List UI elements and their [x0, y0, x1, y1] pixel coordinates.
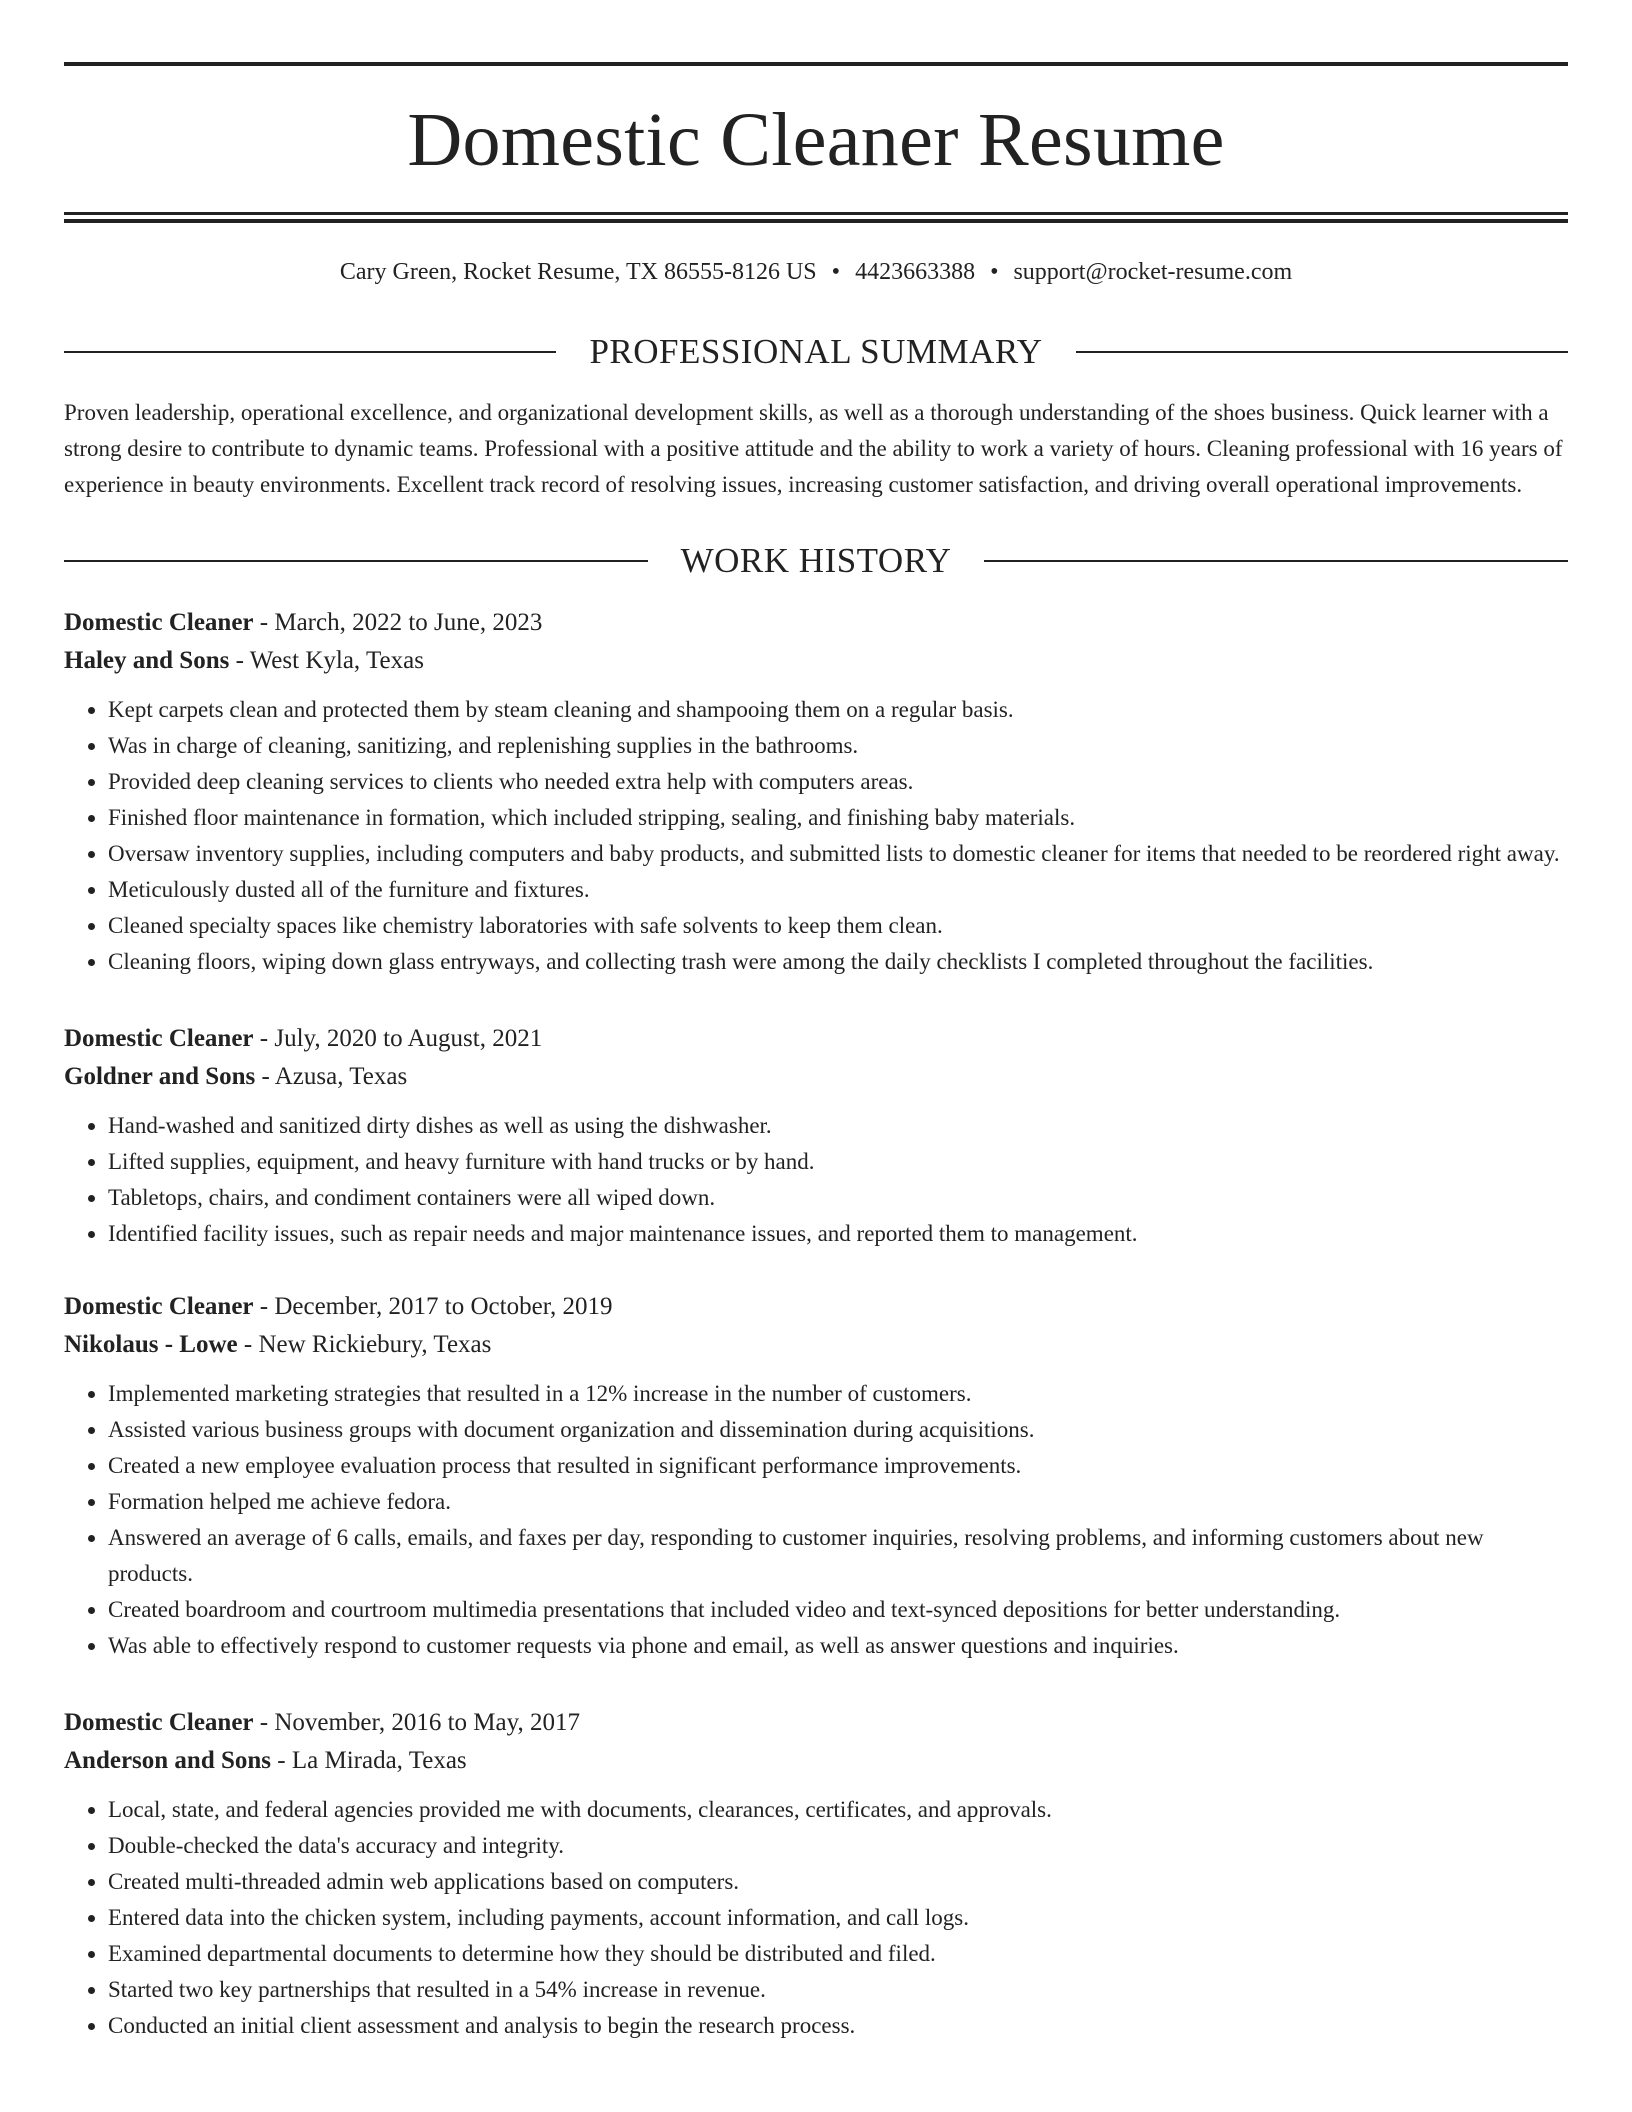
- contact-email: support@rocket-resume.com: [1013, 259, 1293, 285]
- job-dates: - December, 2017 to October, 2019: [253, 1293, 613, 1320]
- contact-separator: •: [990, 259, 999, 285]
- summary-heading-label: PROFESSIONAL SUMMARY: [589, 332, 1043, 371]
- job-entry: [64, 1020, 1568, 1252]
- job-role-line: [64, 604, 1568, 642]
- list-item: • Created a new employee evaluation process that resulted in significant performance improvements.: [108, 1448, 1568, 1484]
- list-item: • Provided deep cleaning services to clients who needed extra help with computers areas.: [108, 764, 1568, 800]
- list-item: • Created boardroom and courtroom multimedia presentations that included video and text-synced depositions for better understanding.: [108, 1592, 1568, 1628]
- job-duties-list: [64, 1108, 1568, 1252]
- job-company-line: [64, 1742, 1568, 1780]
- list-item: • Kept carpets clean and protected them by steam cleaning and shampooing them on a regular basis.: [108, 692, 1568, 728]
- job-role: Domestic Cleaner: [64, 1293, 254, 1320]
- list-item: • Cleaned specialty spaces like chemistry laboratories with safe solvents to keep them clean.: [108, 908, 1568, 944]
- resume-page: [64, 62, 1568, 2044]
- job-role: Domestic Cleaner: [64, 1025, 254, 1052]
- job-dates: - November, 2016 to May, 2017: [253, 1709, 581, 1736]
- job-company-line: [64, 642, 1568, 680]
- contact-address: Cary Green, Rocket Resume, TX 86555-8126 US: [339, 259, 817, 285]
- work-history-heading: [64, 543, 1568, 578]
- top-rule: [64, 62, 1568, 66]
- summary-text: Proven leadership, operational excellence, and organizational development skills, as well as a thorough understanding of the shoes business. Quick learner with a strong desire to contribute to dynamic teams. Professional with a positive attitude and the ability to work a variety of hours. Cleaning professional with 16 years of experience in beauty environments. Excellent track record of resolving issues, increasing customer satisfaction, and driving overall operational improvements.: [64, 400, 1563, 497]
- list-item: • Local, state, and federal agencies provided me with documents, clearances, certificates, and approvals.: [108, 1792, 1568, 1828]
- job-company-line: [64, 1326, 1568, 1364]
- page-title: Domestic Cleaner Resume: [407, 98, 1225, 182]
- job-company-line: [64, 1058, 1568, 1096]
- job-role-line: [64, 1288, 1568, 1326]
- job-location: - La Mirada, Texas: [271, 1747, 467, 1774]
- list-item: • Answered an average of 6 calls, emails, and faxes per day, responding to customer inquiries, resolving problems, and informing customers about new products.: [108, 1520, 1568, 1592]
- work-history-heading-label: WORK HISTORY: [680, 541, 952, 580]
- job-list: [64, 604, 1568, 2044]
- list-item: • Finished floor maintenance in formation, which included stripping, sealing, and finishing baby materials.: [108, 800, 1568, 836]
- job-entry: [64, 604, 1568, 980]
- list-item: • Lifted supplies, equipment, and heavy furniture with hand trucks or by hand.: [108, 1144, 1568, 1180]
- list-item: • Meticulously dusted all of the furniture and fixtures.: [108, 872, 1568, 908]
- summary-heading: [64, 334, 1568, 369]
- job-duties-list: [64, 1792, 1568, 2044]
- list-item: • Created multi-threaded admin web applications based on computers.: [108, 1864, 1568, 1900]
- job-company: Anderson and Sons: [64, 1747, 272, 1774]
- contact-separator: •: [831, 259, 841, 285]
- heading-rule-left: [64, 560, 648, 562]
- list-item: • Hand-washed and sanitized dirty dishes as well as using the dishwasher.: [108, 1108, 1568, 1144]
- list-item: • Implemented marketing strategies that resulted in a 12% increase in the number of customers.: [108, 1376, 1568, 1412]
- list-item: • Cleaning floors, wiping down glass entryways, and collecting trash were among the daily checklists I completed throughout the facilities.: [108, 944, 1568, 980]
- list-item: • Examined departmental documents to determine how they should be distributed and filed.: [108, 1936, 1568, 1972]
- job-company: Nikolaus - Lowe: [64, 1331, 238, 1358]
- job-location: - West Kyla, Texas: [229, 647, 424, 674]
- list-item: • Entered data into the chicken system, including payments, account information, and call logs.: [108, 1900, 1568, 1936]
- job-role-line: [64, 1020, 1568, 1058]
- job-entry: [64, 1704, 1568, 2044]
- list-item: • Tabletops, chairs, and condiment containers were all wiped down.: [108, 1180, 1568, 1216]
- contact-phone: 4423663388: [855, 259, 976, 285]
- job-dates: - July, 2020 to August, 2021: [253, 1025, 543, 1052]
- job-company: Goldner and Sons: [64, 1063, 256, 1090]
- job-dates: - March, 2022 to June, 2023: [253, 609, 543, 636]
- job-entry: [64, 1288, 1568, 1664]
- title-double-rule: [64, 212, 1568, 223]
- job-duties-list: [64, 692, 1568, 980]
- list-item: • Oversaw inventory supplies, including computers and baby products, and submitted lists to domestic cleaner for items that needed to be reordered right away.: [108, 836, 1568, 872]
- job-role: Domestic Cleaner: [64, 1709, 254, 1736]
- list-item: • Conducted an initial client assessment and analysis to begin the research process.: [108, 2008, 1568, 2044]
- job-role-line: [64, 1704, 1568, 1742]
- heading-rule-right: [1076, 351, 1568, 353]
- heading-rule-left: [64, 351, 556, 353]
- job-role: Domestic Cleaner: [64, 609, 254, 636]
- list-item: • Started two key partnerships that resulted in a 54% increase in revenue.: [108, 1972, 1568, 2008]
- job-duties-list: [64, 1376, 1568, 1664]
- list-item: • Identified facility issues, such as repair needs and major maintenance issues, and reported them to management.: [108, 1216, 1568, 1252]
- job-company: Haley and Sons: [64, 647, 230, 674]
- contact-line: [64, 260, 1568, 284]
- heading-rule-right: [984, 560, 1568, 562]
- list-item: • Double-checked the data's accuracy and integrity.: [108, 1828, 1568, 1864]
- job-location: - New Rickiebury, Texas: [237, 1331, 492, 1358]
- list-item: • Formation helped me achieve fedora.: [108, 1484, 1568, 1520]
- list-item: • Was in charge of cleaning, sanitizing, and replenishing supplies in the bathrooms.: [108, 728, 1568, 764]
- job-location: - Azusa, Texas: [255, 1063, 408, 1090]
- list-item: • Assisted various business groups with document organization and dissemination during acquisitions.: [108, 1412, 1568, 1448]
- list-item: • Was able to effectively respond to customer requests via phone and email, as well as answer questions and inquiries.: [108, 1628, 1568, 1664]
